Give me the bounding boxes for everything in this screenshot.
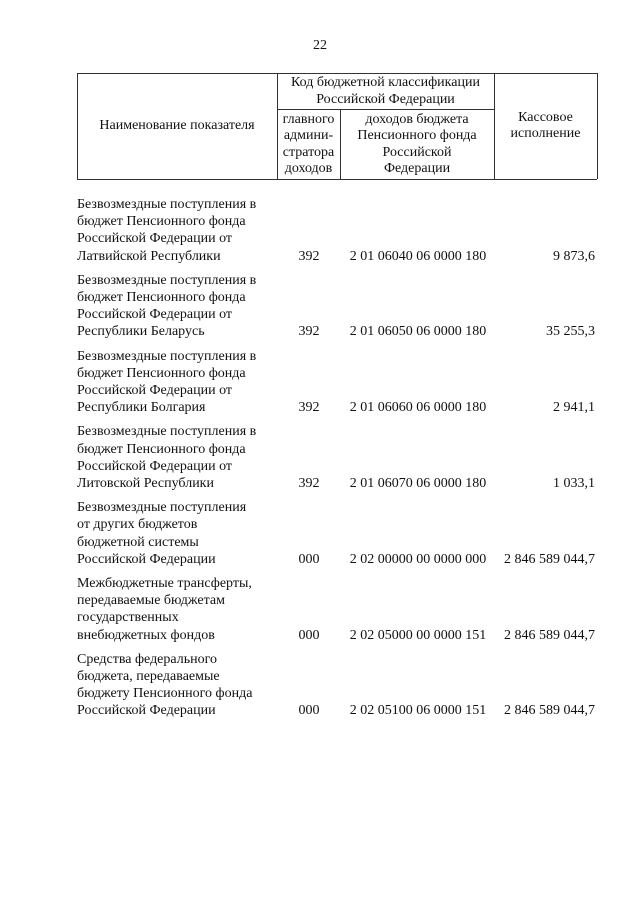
header-bottom-border [77,179,597,180]
row-name-cell [77,651,277,720]
row-admin-code: 392 [298,476,320,492]
header-income-line: Федерации [383,161,451,176]
table-row [77,575,607,644]
header-income-line: доходов бюджета [365,111,469,127]
row-name-line: бюджет Пенсионного фонда [77,214,246,230]
table-row [77,348,607,417]
row-name-cell [77,272,277,341]
header-income-cell [340,110,494,179]
header-admin-line: главного [282,111,335,127]
row-name-line: бюджет Пенсионного фонда [77,441,246,457]
row-name-line: Российской Федерации от [77,231,233,247]
table-row [77,651,607,720]
row-name-line: Республики Болгария [77,400,206,416]
row-name-line: Безвозмездные поступления в [77,424,257,440]
row-admin-code: 000 [298,551,320,567]
row-name-line: Латвийской Республики [77,248,221,264]
table-row [77,499,607,568]
row-name-line: бюджет Пенсионного фонда [77,365,246,381]
row-name-line: передаваемые бюджетам [77,593,225,609]
header-admin-cell [277,110,340,179]
row-amount: 2 846 589 044,7 [504,703,595,719]
header-income-line: Российской [382,144,452,160]
header-code-group-cell [277,74,494,109]
table-body [77,196,607,727]
row-name-line: Межбюджетные трансферты, [77,576,252,592]
row-name-line: Республики Беларусь [77,324,205,340]
row-admin-code: 392 [298,400,320,416]
row-name-line: бюджетной системы [77,534,199,550]
row-name-line: бюджета, передаваемые [77,669,220,685]
row-amount: 2 846 589 044,7 [504,551,595,567]
row-income-code: 2 01 06040 06 0000 180 [349,248,487,264]
row-name-line: Литовской Республики [77,476,214,492]
row-name-line: от других бюджетов [77,517,198,533]
row-name-cell [77,196,277,265]
row-name-cell [77,423,277,492]
header-admin-line: стратора [282,144,335,160]
row-name-line: Безвозмездные поступления [77,500,247,516]
row-name-cell [77,575,277,644]
header-amount-line: исполнение [510,126,581,141]
row-name-line: Безвозмездные поступления в [77,348,257,364]
row-income-code: 2 01 06070 06 0000 180 [349,476,487,492]
header-name-label: Наименование показателя [99,117,255,133]
header-code-group-line: Код бюджетной классификации [291,75,480,90]
row-name-line: бюджету Пенсионного фонда [77,686,253,702]
row-income-code: 2 01 06050 06 0000 180 [349,324,487,340]
row-admin-code: 000 [298,703,320,719]
row-name-line: Российской Федерации от [77,383,233,399]
row-name-line: государственных [77,610,179,626]
row-amount: 2 941,1 [553,400,595,416]
row-admin-code: 392 [298,248,320,264]
table-row [77,196,607,265]
row-amount: 2 846 589 044,7 [504,627,595,643]
header-name-cell [77,73,277,179]
row-name-line: Российской Федерации от [77,307,233,323]
row-income-code: 2 02 00000 00 0000 000 [349,551,487,567]
row-amount: 35 255,3 [546,324,595,340]
header-income-line: Пенсионного фонда [357,128,477,143]
header-admin-line: доходов [284,161,333,176]
row-name-line: Российской Федерации от [77,458,233,474]
table-header [77,73,597,179]
row-name-line: Российской Федерации [77,703,216,719]
row-admin-code: 392 [298,324,320,340]
header-admin-line: админи- [283,128,334,143]
row-income-code: 2 02 05100 06 0000 151 [349,703,487,719]
row-name-line: Средства федерального [77,651,217,667]
row-name-line: Безвозмездные поступления в [77,197,257,212]
table-row [77,423,607,492]
row-name-line: внебюджетных фондов [77,627,215,643]
header-code-group-line: Российской Федерации [316,91,455,107]
header-amount-line: Кассовое [518,109,573,125]
row-income-code: 2 02 05000 00 0000 151 [349,627,487,643]
row-income-code: 2 01 06060 06 0000 180 [349,400,487,416]
row-name-cell [77,499,277,568]
table-row [77,272,607,341]
row-amount: 1 033,1 [553,476,595,492]
row-name-line: бюджет Пенсионного фонда [77,290,246,306]
header-amount-cell [494,73,597,179]
row-admin-code: 000 [298,627,320,643]
row-name-line: Российской Федерации [77,551,216,567]
header-right-border [597,73,598,179]
row-amount: 9 873,6 [553,248,595,264]
row-name-line: Безвозмездные поступления в [77,272,257,288]
row-name-cell [77,348,277,417]
page-number: 22 [313,38,327,53]
